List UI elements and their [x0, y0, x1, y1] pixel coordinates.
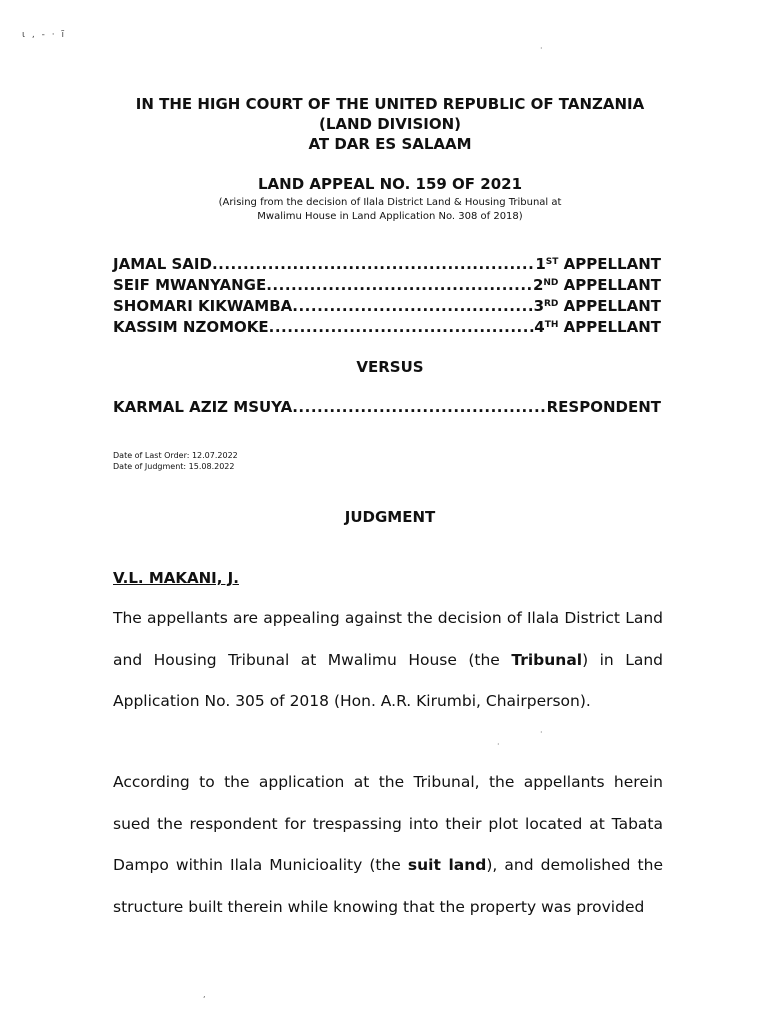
scan-speck: · [497, 740, 500, 749]
leader-dots [266, 275, 533, 296]
respondent-block [113, 397, 661, 418]
paragraph-1: The appellants are appealing against the decision of Ilala District Land and Housing Tribunal at Mwalimu House (the Tribunal) in Land Application No. 305 of 2018 (Hon. A.R. Kirumbi, Chairperson). [113, 609, 664, 710]
date-last-order: Date of Last Order: 12.07.2022 [113, 451, 238, 460]
court-location: AT DAR ES SALAAM [308, 135, 472, 153]
court-division: (LAND DIVISION) [318, 115, 462, 133]
appeal-number: LAND APPEAL NO. 159 OF 2021 [257, 175, 523, 193]
appellant-row [113, 275, 661, 296]
appellant-name: KASSIM NZOMOKE [113, 318, 269, 336]
leader-dots [292, 397, 546, 418]
appellant-role: 4TH APPELLANT [534, 318, 661, 336]
arising-line-2: Mwalimu House in Land Application No. 308 of 2018) [257, 211, 523, 222]
scan-speck: , [203, 990, 206, 999]
respondent-name: KARMAL AZIZ MSUYA [113, 398, 293, 416]
scan-speck: · [540, 728, 543, 737]
leader-dots [292, 296, 533, 317]
appellant-role: 2ND APPELLANT [532, 276, 661, 294]
appellant-row [113, 296, 661, 317]
appellant-role: 1ST APPELLANT [535, 255, 661, 273]
judge-name: V.L. MAKANI, J. [113, 569, 239, 587]
appellant-role: 3RD APPELLANT [533, 297, 661, 315]
appellant-row [113, 317, 661, 338]
defined-term-suit-land: suit land [407, 856, 487, 874]
appellant-name: SEIF MWANYANGE [113, 276, 267, 294]
appellant-name: SHOMARI KIKWAMBA [113, 297, 293, 315]
scan-specks: ι , - · ĩ [22, 30, 66, 40]
court-heading [100, 94, 680, 154]
appellants-list [113, 254, 661, 338]
respondent-role: RESPONDENT [546, 398, 661, 416]
versus-heading: VERSUS [356, 358, 424, 376]
appellant-row [113, 254, 661, 275]
leader-dots [212, 254, 535, 275]
scan-speck: · [540, 44, 543, 53]
arising-note [100, 196, 680, 224]
court-name: IN THE HIGH COURT OF THE UNITED REPUBLIC OF TANZANIA [135, 95, 645, 113]
leader-dots [269, 317, 535, 338]
respondent-row [113, 397, 661, 418]
dates-block [113, 450, 238, 472]
judgment-heading: JUDGMENT [344, 508, 436, 526]
arising-line-1: (Arising from the decision of Ilala District Land & Housing Tribunal at [218, 197, 562, 208]
paragraph-2: According to the application at the Tribunal, the appellants herein sued the respondent for trespassing into their plot located at Tabata Dampo within Ilala Municioality (the suit land), and demolished the structure built therein while knowing that the property was provided [113, 773, 663, 916]
appellant-name: JAMAL SAID [113, 255, 212, 273]
defined-term-tribunal: Tribunal [511, 650, 583, 669]
date-judgment: Date of Judgment: 15.08.2022 [113, 462, 235, 471]
